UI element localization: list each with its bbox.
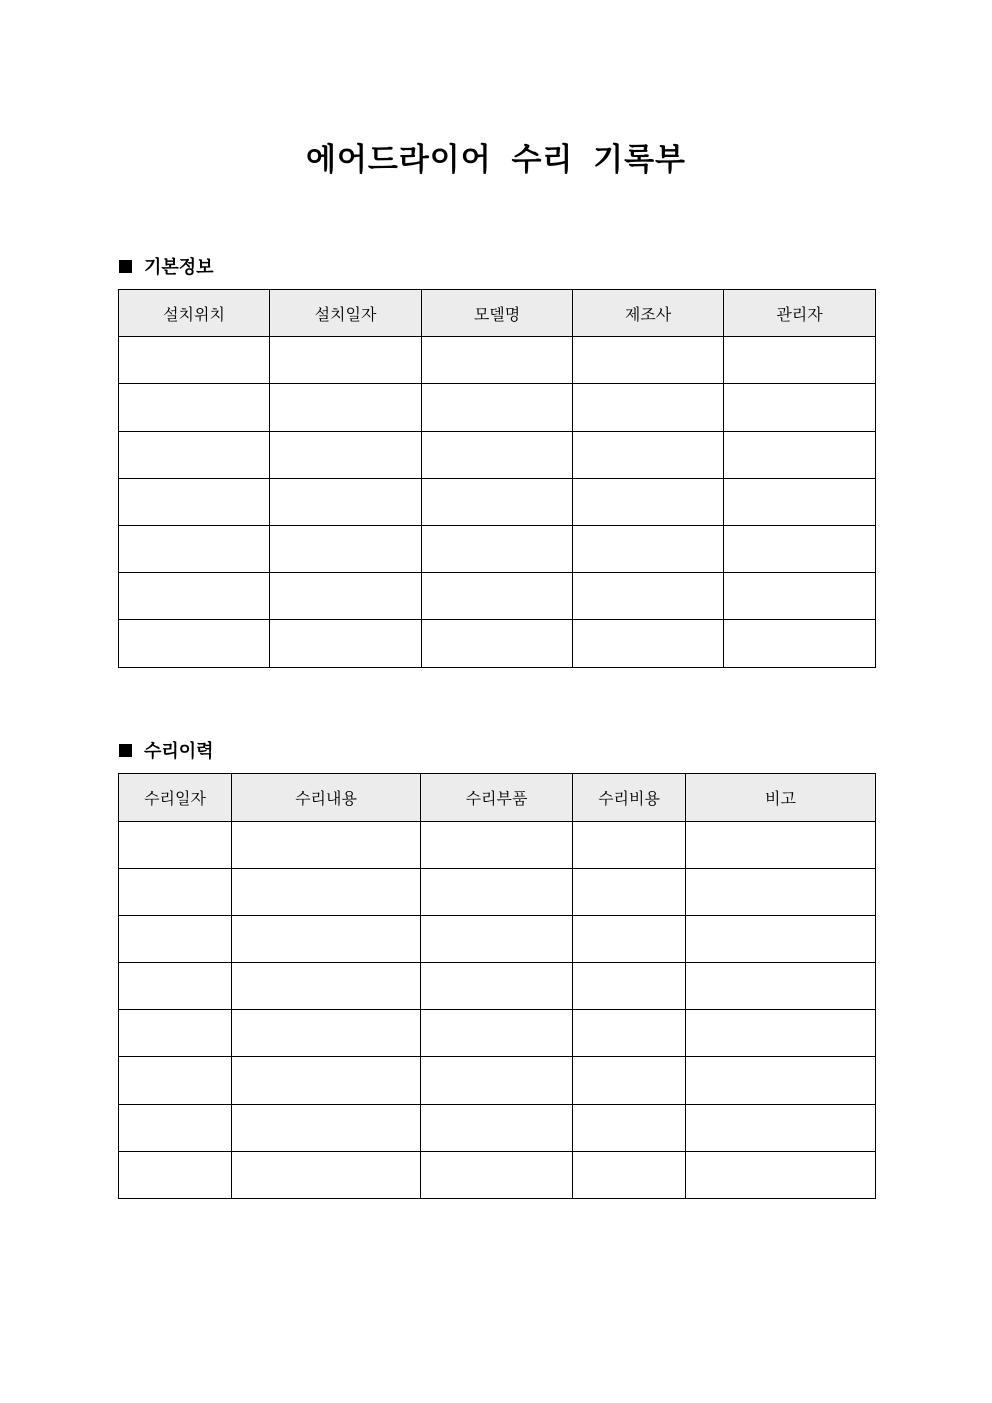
table-row	[119, 573, 876, 620]
basic-info-cell[interactable]	[724, 478, 876, 525]
basic-info-cell[interactable]	[724, 620, 876, 667]
column-header: 설치위치	[119, 290, 270, 337]
basic-info-cell[interactable]	[270, 620, 422, 667]
repair-history-cell[interactable]	[421, 1057, 573, 1104]
basic-info-cell[interactable]	[573, 337, 724, 384]
basic-info-cell[interactable]	[422, 478, 573, 525]
repair-history-cell[interactable]	[421, 869, 573, 916]
repair-history-cell[interactable]	[421, 1010, 573, 1057]
section-heading-basic-info	[119, 253, 214, 279]
basic-info-cell[interactable]	[119, 384, 270, 431]
repair-history-cell[interactable]	[573, 1104, 686, 1151]
table-row	[119, 822, 876, 869]
repair-history-cell[interactable]	[232, 822, 421, 869]
repair-history-cell[interactable]	[232, 1010, 421, 1057]
table-row	[119, 478, 876, 525]
basic-info-cell[interactable]	[573, 525, 724, 572]
repair-history-cell[interactable]	[573, 869, 686, 916]
table-header-row	[119, 290, 876, 337]
basic-info-cell[interactable]	[422, 384, 573, 431]
basic-info-cell[interactable]	[270, 525, 422, 572]
repair-history-cell[interactable]	[686, 1104, 876, 1151]
repair-history-cell[interactable]	[119, 916, 232, 963]
basic-info-cell[interactable]	[270, 573, 422, 620]
basic-info-cell[interactable]	[573, 620, 724, 667]
column-header: 설치일자	[270, 290, 422, 337]
repair-history-cell[interactable]	[573, 1010, 686, 1057]
column-header: 비고	[686, 774, 876, 822]
repair-history-cell[interactable]	[573, 1057, 686, 1104]
column-header: 수리부품	[421, 774, 573, 822]
repair-history-cell[interactable]	[232, 916, 421, 963]
repair-history-cell[interactable]	[119, 822, 232, 869]
basic-info-cell[interactable]	[119, 337, 270, 384]
basic-info-cell[interactable]	[270, 384, 422, 431]
repair-history-cell[interactable]	[686, 963, 876, 1010]
table-row	[119, 337, 876, 384]
column-header: 수리내용	[232, 774, 421, 822]
table-row	[119, 620, 876, 667]
basic-info-cell[interactable]	[573, 478, 724, 525]
column-header: 수리일자	[119, 774, 232, 822]
table-row	[119, 963, 876, 1010]
repair-history-cell[interactable]	[421, 963, 573, 1010]
repair-history-cell[interactable]	[686, 1010, 876, 1057]
basic-info-cell[interactable]	[724, 337, 876, 384]
repair-history-cell[interactable]	[119, 1057, 232, 1104]
basic-info-cell[interactable]	[119, 573, 270, 620]
table-row	[119, 525, 876, 572]
basic-info-cell[interactable]	[119, 431, 270, 478]
repair-history-cell[interactable]	[421, 1151, 573, 1198]
basic-info-cell[interactable]	[573, 431, 724, 478]
table-row	[119, 1104, 876, 1151]
table-row	[119, 1010, 876, 1057]
basic-info-cell[interactable]	[573, 384, 724, 431]
repair-history-cell[interactable]	[421, 1104, 573, 1151]
repair-history-cell[interactable]	[232, 963, 421, 1010]
repair-history-cell[interactable]	[232, 1151, 421, 1198]
repair-history-cell[interactable]	[686, 1057, 876, 1104]
basic-info-cell[interactable]	[724, 431, 876, 478]
table-row	[119, 384, 876, 431]
repair-history-cell[interactable]	[232, 1104, 421, 1151]
repair-history-cell[interactable]	[686, 869, 876, 916]
repair-history-cell[interactable]	[573, 916, 686, 963]
repair-history-cell[interactable]	[686, 916, 876, 963]
table-row	[119, 869, 876, 916]
square-bullet-icon	[119, 744, 132, 757]
repair-history-cell[interactable]	[573, 963, 686, 1010]
table-row	[119, 1057, 876, 1104]
table-header-row	[119, 774, 876, 822]
basic-info-cell[interactable]	[119, 478, 270, 525]
repair-history-cell[interactable]	[119, 1010, 232, 1057]
basic-info-cell[interactable]	[573, 573, 724, 620]
basic-info-cell[interactable]	[422, 431, 573, 478]
basic-info-cell[interactable]	[724, 525, 876, 572]
repair-history-table	[118, 773, 876, 1199]
column-header: 모델명	[422, 290, 573, 337]
repair-history-cell[interactable]	[686, 1151, 876, 1198]
repair-history-cell[interactable]	[686, 822, 876, 869]
repair-history-cell[interactable]	[573, 822, 686, 869]
repair-history-cell[interactable]	[232, 1057, 421, 1104]
repair-history-cell[interactable]	[119, 869, 232, 916]
basic-info-cell[interactable]	[422, 573, 573, 620]
basic-info-cell[interactable]	[119, 620, 270, 667]
section-heading-label: 기본정보	[144, 257, 214, 278]
basic-info-cell[interactable]	[270, 431, 422, 478]
basic-info-cell[interactable]	[724, 573, 876, 620]
repair-history-cell[interactable]	[232, 869, 421, 916]
basic-info-cell[interactable]	[422, 525, 573, 572]
repair-history-cell[interactable]	[421, 916, 573, 963]
page-title: 에어드라이어 수리 기록부	[306, 142, 686, 178]
table-row	[119, 1151, 876, 1198]
basic-info-cell[interactable]	[270, 337, 422, 384]
section-heading-repair-history	[119, 737, 214, 763]
repair-history-cell[interactable]	[119, 1104, 232, 1151]
square-bullet-icon	[119, 260, 132, 273]
table-row	[119, 916, 876, 963]
column-header: 수리비용	[573, 774, 686, 822]
section-heading-label: 수리이력	[144, 741, 214, 762]
repair-history-cell[interactable]	[421, 822, 573, 869]
column-header: 관리자	[724, 290, 876, 337]
repair-history-cell[interactable]	[119, 1151, 232, 1198]
basic-info-table	[118, 289, 876, 668]
basic-info-cell[interactable]	[422, 620, 573, 667]
basic-info-cell[interactable]	[270, 478, 422, 525]
repair-history-cell[interactable]	[573, 1151, 686, 1198]
basic-info-cell[interactable]	[119, 525, 270, 572]
column-header: 제조사	[573, 290, 724, 337]
basic-info-cell[interactable]	[422, 337, 573, 384]
repair-history-cell[interactable]	[119, 963, 232, 1010]
table-row	[119, 431, 876, 478]
basic-info-cell[interactable]	[724, 384, 876, 431]
